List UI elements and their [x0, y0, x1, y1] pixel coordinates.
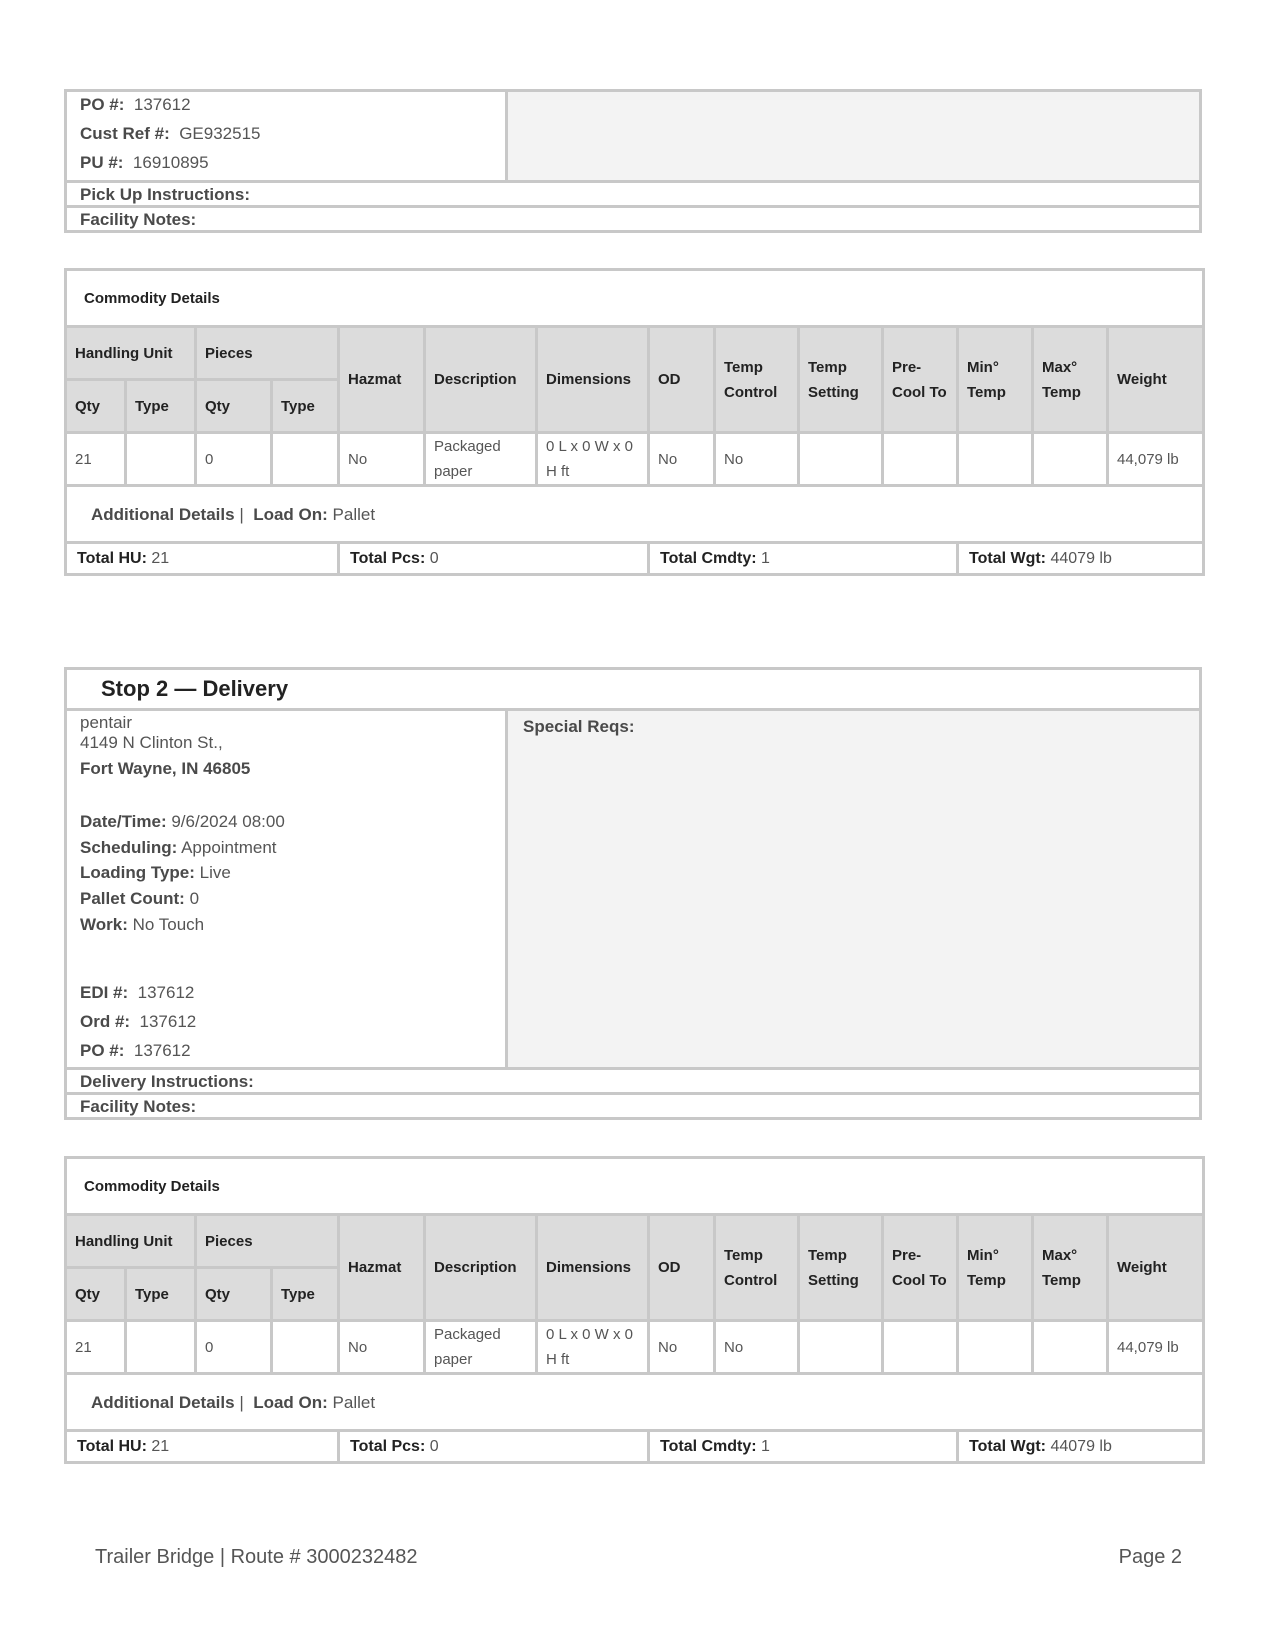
cell-dimensions: 0 L x 0 W x 0 H ft: [537, 1321, 649, 1374]
stop2-title: Stop 2 — Delivery: [101, 676, 289, 701]
work-value: No Touch: [132, 915, 205, 934]
header-pcs-qty: Qty: [196, 1268, 272, 1321]
stop2-edi: [80, 983, 194, 1003]
total-wgt-value: 44079 lb: [1050, 1438, 1112, 1455]
stop1-po-value: 137612: [133, 95, 191, 114]
cell-description: Packaged paper: [425, 1321, 537, 1374]
additional-details-label: Additional Details: [91, 1392, 235, 1412]
header-pieces: Pieces: [196, 1215, 339, 1268]
header-pre-cool: Pre-Cool To: [883, 1215, 958, 1321]
cell-max-temp: [1033, 433, 1108, 486]
header-temp-control: Temp Control: [715, 1215, 799, 1321]
scheduling-value: Appointment: [181, 838, 277, 857]
total-cmdty: [649, 543, 958, 575]
total-cmdty-label: Total Cmdty:: [660, 1438, 757, 1455]
cell-weight: 44,079 lb: [1108, 433, 1204, 486]
total-wgt: [958, 1431, 1204, 1463]
total-pcs: [339, 1431, 649, 1463]
stop2-company: pentair: [80, 713, 132, 732]
separator: |: [239, 1392, 244, 1412]
total-cmdty: [649, 1431, 958, 1463]
stop1-pu: [80, 153, 209, 173]
pickup-instructions-label: Pick Up Instructions:: [80, 185, 251, 204]
commodity-table: [64, 268, 1205, 576]
ord-value: 137612: [139, 1012, 197, 1031]
separator: |: [239, 504, 244, 524]
header-handling-unit: Handling Unit: [66, 1215, 196, 1268]
header-max-temp: Max° Temp: [1033, 1215, 1108, 1321]
total-cmdty-value: 1: [761, 1438, 770, 1455]
cell-hu-type: [126, 1321, 196, 1374]
total-cmdty-label: Total Cmdty:: [660, 550, 757, 567]
total-cmdty-value: 1: [761, 550, 770, 567]
cell-temp-control: No: [715, 433, 799, 486]
header-hu-type: Type: [126, 380, 196, 433]
header-temp-setting: Temp Setting: [799, 327, 883, 433]
stop2-header: [64, 667, 1202, 711]
stop1-pickup-instructions: [64, 180, 1202, 208]
po-label: PO #:: [80, 1041, 125, 1060]
header-min-temp: Min° Temp: [958, 327, 1033, 433]
cell-dimensions: 0 L x 0 W x 0 H ft: [537, 433, 649, 486]
cell-hazmat: No: [339, 433, 425, 486]
stop1-cust-ref-label: Cust Ref #:: [80, 124, 170, 143]
load-on-value: Pallet: [332, 1392, 376, 1412]
header-temp-setting: Temp Setting: [799, 1215, 883, 1321]
stop2-delivery-instructions: [64, 1067, 1202, 1095]
cell-pre-cool: [883, 433, 958, 486]
cell-hu-qty: 21: [66, 1321, 126, 1374]
commodity-table: [64, 1156, 1205, 1464]
work-label: Work:: [80, 915, 128, 934]
footer-route: Trailer Bridge | Route # 3000232482: [95, 1546, 418, 1568]
stop2-datetime: [80, 812, 285, 832]
total-pcs: [339, 543, 649, 575]
header-pre-cool: Pre-Cool To: [883, 327, 958, 433]
load-on-value: Pallet: [332, 504, 376, 524]
cell-hazmat: No: [339, 1321, 425, 1374]
header-hazmat: Hazmat: [339, 327, 425, 433]
cell-temp-control: No: [715, 1321, 799, 1374]
stop1-info-left: [64, 89, 508, 183]
header-description: Description: [425, 327, 537, 433]
page-number: Page 2: [1118, 1546, 1182, 1568]
edi-label: EDI #:: [80, 983, 129, 1002]
stop2-loading-type: [80, 863, 231, 883]
cell-pcs-type: [272, 433, 339, 486]
stop1-po-label: PO #:: [80, 95, 125, 114]
header-pieces: Pieces: [196, 327, 339, 380]
cell-max-temp: [1033, 1321, 1108, 1374]
stop1-facility-notes: [64, 205, 1202, 233]
stop1-cust-ref: [80, 124, 260, 144]
total-hu-label: Total HU:: [77, 550, 147, 567]
facility-notes-label: Facility Notes:: [80, 1097, 197, 1116]
header-od: OD: [649, 1215, 715, 1321]
facility-notes-label: Facility Notes:: [80, 210, 197, 229]
total-pcs-value: 0: [429, 550, 439, 567]
total-wgt: [958, 543, 1204, 575]
datetime-label: Date/Time:: [80, 812, 167, 831]
header-weight: Weight: [1108, 1215, 1204, 1321]
header-temp-control: Temp Control: [715, 327, 799, 433]
total-hu-value: 21: [151, 550, 170, 567]
cell-description: Packaged paper: [425, 433, 537, 486]
stop2-pallet-count: [80, 889, 199, 909]
stop1-info-right: [505, 89, 1202, 183]
header-dimensions: Dimensions: [537, 1215, 649, 1321]
header-hazmat: Hazmat: [339, 1215, 425, 1321]
additional-details: [66, 486, 1204, 543]
stop2-city-state-zip: Fort Wayne, IN 46805: [80, 759, 251, 778]
loading-type-label: Loading Type:: [80, 863, 195, 882]
total-pcs-value: 0: [429, 1438, 439, 1455]
stop2-work: [80, 915, 204, 935]
cell-pcs-type: [272, 1321, 339, 1374]
commodity-details-title: Commodity Details: [66, 1158, 1204, 1215]
stop1-pu-label: PU #:: [80, 153, 124, 172]
load-on-label: Load On:: [253, 1392, 328, 1412]
total-hu: [66, 543, 339, 575]
ord-label: Ord #:: [80, 1012, 131, 1031]
total-hu-label: Total HU:: [77, 1438, 147, 1455]
cell-pre-cool: [883, 1321, 958, 1374]
cell-pcs-qty: 0: [196, 433, 272, 486]
header-dimensions: Dimensions: [537, 327, 649, 433]
total-pcs-label: Total Pcs:: [350, 550, 426, 567]
header-pcs-type: Type: [272, 1268, 339, 1321]
stop1-pu-value: 16910895: [132, 153, 209, 172]
cell-hu-qty: 21: [66, 433, 126, 486]
total-hu: [66, 1431, 339, 1463]
stop2-info-left: [64, 708, 508, 1070]
total-wgt-label: Total Wgt:: [969, 1438, 1047, 1455]
cell-temp-setting: [799, 433, 883, 486]
additional-details: [66, 1374, 1204, 1431]
load-on-label: Load On:: [253, 504, 328, 524]
commodity-details-title: Commodity Details: [66, 270, 1204, 327]
header-hu-qty: Qty: [66, 380, 126, 433]
cell-min-temp: [958, 1321, 1033, 1374]
special-reqs-label: Special Reqs:: [523, 717, 635, 736]
header-pcs-qty: Qty: [196, 380, 272, 433]
stop2-po: [80, 1041, 191, 1061]
header-hu-qty: Qty: [66, 1268, 126, 1321]
cell-weight: 44,079 lb: [1108, 1321, 1204, 1374]
pallet-count-label: Pallet Count:: [80, 889, 185, 908]
loading-type-value: Live: [199, 863, 231, 882]
stop2-ord: [80, 1012, 196, 1032]
pallet-count-value: 0: [189, 889, 200, 908]
total-wgt-label: Total Wgt:: [969, 550, 1047, 567]
cell-od: No: [649, 433, 715, 486]
cell-min-temp: [958, 433, 1033, 486]
stop2-special-reqs: [505, 708, 1202, 1070]
total-pcs-label: Total Pcs:: [350, 1438, 426, 1455]
stop2-facility-notes: [64, 1092, 1202, 1120]
total-wgt-value: 44079 lb: [1050, 550, 1112, 567]
cell-pcs-qty: 0: [196, 1321, 272, 1374]
delivery-instructions-label: Delivery Instructions:: [80, 1072, 254, 1091]
po-value: 137612: [133, 1041, 191, 1060]
header-od: OD: [649, 327, 715, 433]
header-hu-type: Type: [126, 1268, 196, 1321]
datetime-value: 9/6/2024 08:00: [171, 812, 285, 831]
cell-hu-type: [126, 433, 196, 486]
total-hu-value: 21: [151, 1438, 170, 1455]
header-max-temp: Max° Temp: [1033, 327, 1108, 433]
scheduling-label: Scheduling:: [80, 838, 178, 857]
header-weight: Weight: [1108, 327, 1204, 433]
cell-temp-setting: [799, 1321, 883, 1374]
header-min-temp: Min° Temp: [958, 1215, 1033, 1321]
stop2-scheduling: [80, 838, 277, 858]
additional-details-label: Additional Details: [91, 504, 235, 524]
edi-value: 137612: [137, 983, 195, 1002]
header-pcs-type: Type: [272, 380, 339, 433]
header-description: Description: [425, 1215, 537, 1321]
stop1-cust-ref-value: GE932515: [179, 124, 261, 143]
stop1-po: [80, 95, 191, 115]
stop2-address: 4149 N Clinton St.,: [80, 733, 223, 752]
footer: [0, 1540, 1275, 1580]
header-handling-unit: Handling Unit: [66, 327, 196, 380]
cell-od: No: [649, 1321, 715, 1374]
